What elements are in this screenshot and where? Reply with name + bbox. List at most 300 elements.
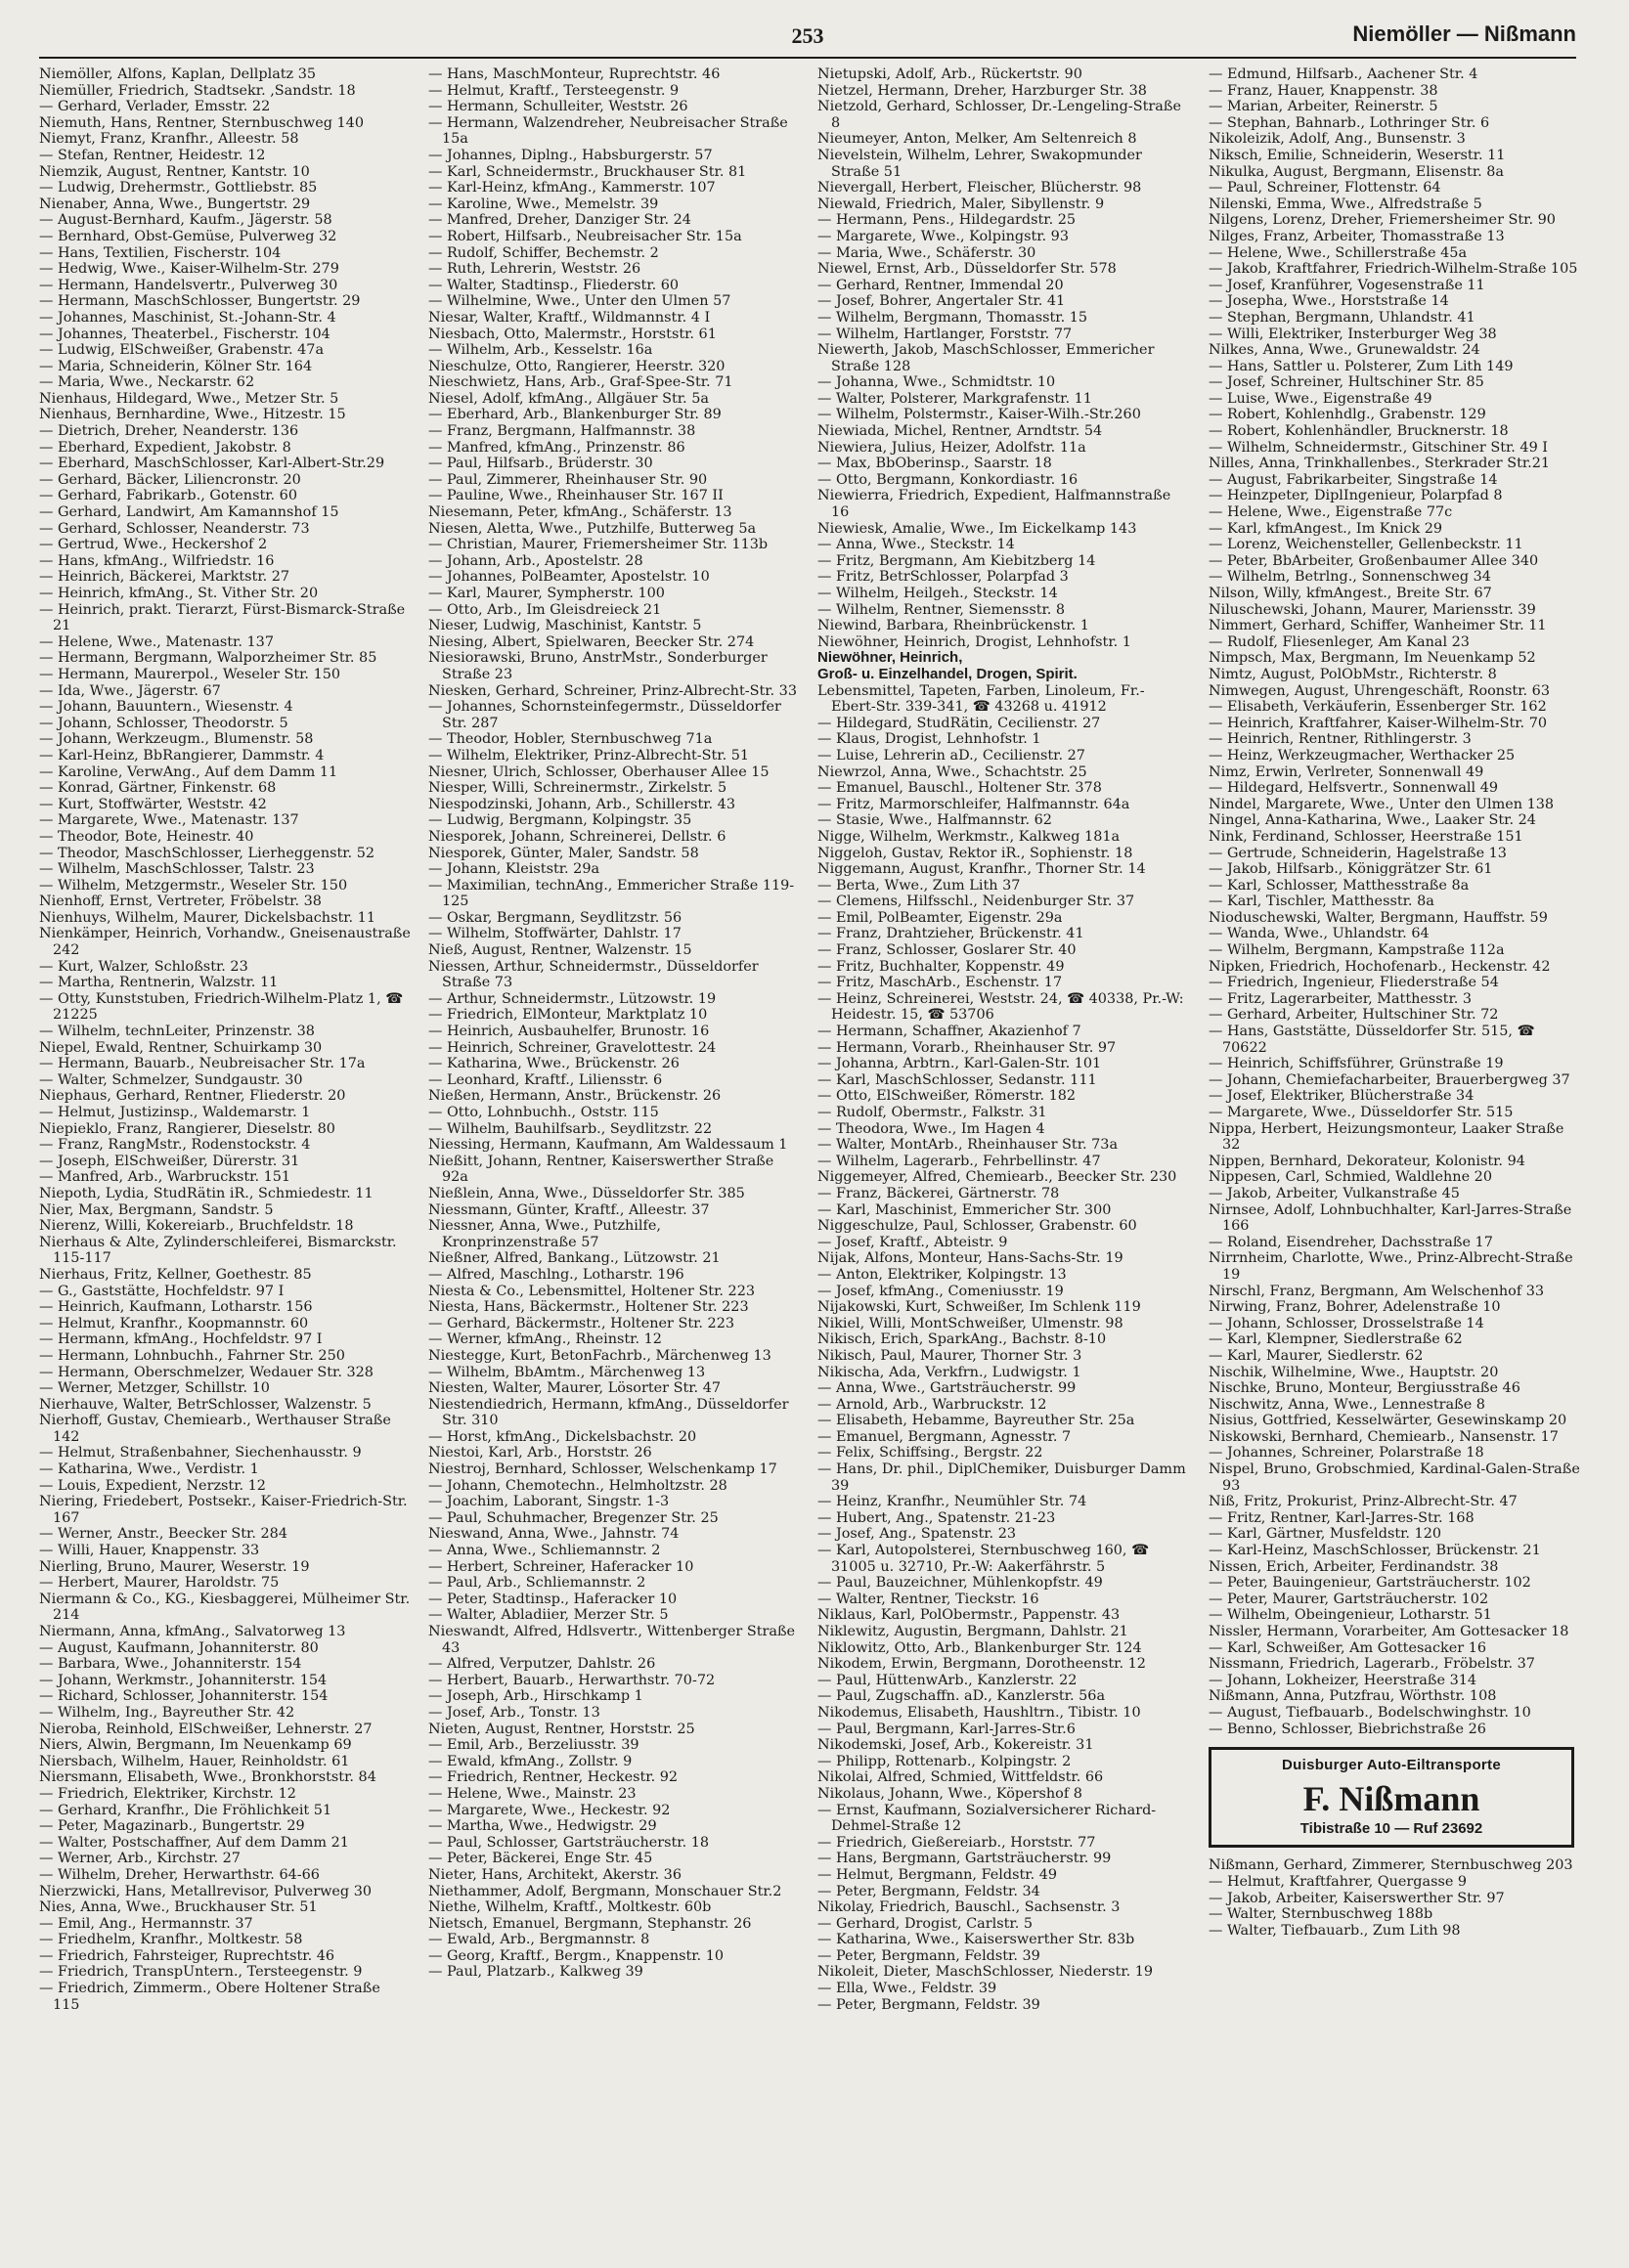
directory-entry: Niesper, Willi, Schreinermstr., Zirkelstr. 5: [428, 780, 727, 797]
directory-entry: — Hans, Sattler u. Polsterer, Zum Lith 149: [1209, 358, 1514, 374]
directory-entry: — Johannes, PolBeamter, Apostelstr. 10: [428, 569, 710, 586]
directory-entry: — Max, BbOberinsp., Saarstr. 18: [817, 456, 1052, 472]
directory-entry: Niewiesk, Amalie, Wwe., Im Eickelkamp 143: [817, 520, 1137, 537]
directory-entry: — Rudolf, Schiffer, Bechemstr. 2: [428, 244, 659, 261]
directory-entry: — Karl, Maurer, Siedlerstr. 62: [1209, 1347, 1424, 1364]
directory-entry: — Peter, Bergmann, Feldstr. 39: [817, 1996, 1040, 2013]
directory-entry: — Johann, Arb., Apostelstr. 28: [428, 552, 643, 569]
directory-entry: — Eberhard, MaschSchlosser, Karl-Albert-Str.29: [39, 456, 385, 472]
directory-entry: — Jakob, Hilfsarb., Königgrätzer Str. 61: [1209, 861, 1493, 878]
directory-entry: — Rudolf, Fliesenleger, Am Kanal 23: [1209, 633, 1470, 650]
directory-entry: Nirwing, Franz, Bohrer, Adelenstraße 10: [1209, 1299, 1501, 1316]
directory-entry: — Johann, Schlosser, Drosselstraße 14: [1209, 1315, 1484, 1331]
directory-entry: Nikoleizik, Adolf, Ang., Bunsenstr. 3: [1209, 131, 1466, 148]
directory-entry: — Philipp, Rottenarb., Kolpingstr. 2: [817, 1753, 1072, 1769]
directory-entry: — Anna, Wwe., Steckstr. 14: [817, 537, 1015, 553]
directory-entry: — Paul, Schlosser, Gartsträucherstr. 18: [428, 1834, 710, 1851]
directory-entry: Nissen, Erich, Arbeiter, Ferdinandstr. 38: [1209, 1558, 1499, 1575]
directory-entry: — Jakob, Arbeiter, Vulkanstraße 45: [1209, 1185, 1460, 1201]
ad-headline: Duisburger Auto-Eiltransporte: [1282, 1757, 1501, 1774]
directory-entry: — Peter, Maurer, Gartsträucherstr. 102: [1209, 1591, 1489, 1607]
directory-entry: — Peter, BbArbeiter, Großenbaumer Allee 340: [1209, 552, 1539, 569]
directory-entry: Niessmann, Günter, Kraftf., Alleestr. 37: [428, 1201, 710, 1218]
directory-entry: Nilenski, Emma, Wwe., Alfredstraße 5: [1209, 196, 1482, 212]
directory-entry: Nikisch, Paul, Maurer, Thorner Str. 3: [817, 1347, 1082, 1364]
directory-entry: — Karl, kfmAngest., Im Knick 29: [1209, 520, 1443, 537]
directory-entry: — Helene, Wwe., Mainstr. 23: [428, 1785, 637, 1802]
directory-entry: — Josef, Arb., Tonstr. 13: [428, 1704, 600, 1721]
directory-entry: — Johanna, Wwe., Schmidtstr. 10: [817, 374, 1056, 391]
directory-entry: — Otty, Kunststuben, Friedrich-Wilhelm-Platz 1, ☎ 21225: [39, 990, 404, 1024]
directory-entry: — Elisabeth, Verkäuferin, Essenberger Str. 162: [1209, 699, 1547, 716]
directory-entry: Niessing, Hermann, Kaufmann, Am Waldessaum 1: [428, 1137, 788, 1154]
directory-column-3: [817, 66, 1189, 2246]
directory-entry: — Emil, PolBeamter, Eigenstr. 29a: [817, 909, 1063, 926]
directory-entry: — Karl, Autopolsterei, Sternbuschweg 160, ☎ 31005 u. 32710, Pr.-W: Aakerfährstr. 5: [817, 1543, 1150, 1575]
directory-entry: Nierhaus & Alte, Zylinderschleiferei, Bismarckstr. 115-117: [39, 1234, 397, 1267]
directory-entry: — Hedwig, Wwe., Kaiser-Wilhelm-Str. 279: [39, 261, 339, 278]
directory-entry: Niepel, Ewald, Rentner, Schuirkamp 30: [39, 1039, 323, 1056]
directory-entry: Nikodem, Erwin, Bergmann, Dorotheenstr. 12: [817, 1656, 1146, 1673]
directory-entry: — Helmut, Kraftf., Tersteegenstr. 9: [428, 82, 680, 99]
directory-entry: Nierhauve, Walter, BetrSchlosser, Walzenstr. 5: [39, 1396, 372, 1413]
directory-entry: — Kurt, Walzer, Schloßstr. 23: [39, 958, 248, 975]
directory-entry: — Margarete, Wwe., Matenastr. 137: [39, 812, 299, 829]
directory-entry: — Wilhelm, Schneidermstr., Gitschiner Str. 49 I: [1209, 439, 1548, 456]
directory-entry: — Maria, Wwe., Schäferstr. 30: [817, 244, 1036, 261]
directory-entry: — Karl-Heinz, BbRangierer, Dammstr. 4: [39, 747, 325, 763]
directory-entry: — Robert, Kohlenhdlg., Grabenstr. 129: [1209, 407, 1486, 423]
directory-entry: — Karl, Maschinist, Emmericher Str. 300: [817, 1201, 1112, 1218]
directory-entry: — Friedrich, Rentner, Heckestr. 92: [428, 1769, 679, 1786]
directory-entry: Nispel, Bruno, Grobschmied, Kardinal-Galen-Straße 93: [1209, 1461, 1580, 1494]
directory-entry: Niklowitz, Otto, Arb., Blankenburger Str. 124: [817, 1639, 1142, 1656]
directory-entry: — Ludwig, Bergmann, Kolpingstr. 35: [428, 812, 692, 829]
directory-entry: Nierenz, Willi, Kokereiarb., Bruchfeldstr. 18: [39, 1218, 354, 1235]
directory-entry: Niklewitz, Augustin, Bergmann, Dahlstr. 21: [817, 1624, 1128, 1639]
directory-entry: — Paul, HüttenwArb., Kanzlerstr. 22: [817, 1672, 1078, 1688]
directory-entry: Nimpsch, Max, Bergmann, Im Neuenkamp 52: [1209, 650, 1536, 667]
directory-entry: — Hermann, Schulleiter, Weststr. 26: [428, 99, 688, 115]
directory-entry: — Paul, Schuhmacher, Bregenzer Str. 25: [428, 1509, 719, 1526]
directory-entry: Niluschewski, Johann, Maurer, Mariensstr. 39: [1209, 601, 1536, 618]
directory-entry: — Hans, Textilien, Fischerstr. 104: [39, 244, 282, 261]
directory-entry: — Heinz, Werkzeugmacher, Werthacker 25: [1209, 747, 1516, 763]
directory-entry: — Hans, MaschMonteur, Ruprechtstr. 46: [428, 66, 721, 82]
directory-entry: Nimz, Erwin, Verlreter, Sonnenwall 49: [1209, 763, 1484, 780]
directory-entry: Niessner, Anna, Wwe., Putzhilfe, Kronprinzenstraße 57: [428, 1218, 661, 1250]
directory-entry: — Emil, Arb., Berzeliusstr. 39: [428, 1737, 639, 1754]
directory-entry: — Johanna, Arbtrn., Karl-Galen-Str. 101: [817, 1056, 1102, 1072]
directory-entry: Nimtz, August, PolObMstr., Richterstr. 8: [1209, 666, 1497, 682]
directory-entry: — Helene, Wwe., Eigenstraße 77c: [1209, 504, 1453, 521]
directory-entry: Nierling, Bruno, Maurer, Weserstr. 19: [39, 1558, 310, 1575]
directory-entry: — Eberhard, Expedient, Jakobstr. 8: [39, 439, 291, 456]
directory-entry: — Wilhelm, Polstermstr., Kaiser-Wilh.-Str.260: [817, 407, 1141, 423]
directory-entry: — Hans, Gaststätte, Düsseldorfer Str. 515, ☎ 70622: [1209, 1024, 1535, 1056]
directory-entry: — August, Fabrikarbeiter, Singstraße 14: [1209, 471, 1498, 488]
directory-entry: — Paul, Bauzeichner, Mühlenkopfstr. 49: [817, 1575, 1103, 1592]
directory-entry: Niggemann, August, Kranfhr., Thorner Str. 14: [817, 861, 1146, 878]
directory-entry: — Karl, Schweißer, Am Gottesacker 16: [1209, 1639, 1487, 1656]
directory-entry: — Herbert, Schreiner, Haferacker 10: [428, 1558, 694, 1575]
directory-entry: — Eberhard, Arb., Blankenburger Str. 89: [428, 407, 722, 423]
directory-entry: — Friedrich, Fahrsteiger, Ruprechtstr. 46: [39, 1947, 335, 1964]
directory-entry: Nilkes, Anna, Wwe., Grunewaldstr. 24: [1209, 342, 1480, 359]
directory-entry: — Wilhelm, Elektriker, Prinz-Albrecht-Str. 51: [428, 747, 750, 763]
directory-entry: — Johannes, Schornsteinfegermstr., Düsseldorfer Str. 287: [428, 699, 781, 731]
directory-entry: Niggeschulze, Paul, Schlosser, Grabenstr. 60: [817, 1218, 1137, 1235]
directory-entry: — G., Gaststätte, Hochfeldstr. 97 I: [39, 1283, 285, 1299]
directory-entry: — Walter, Sternbuschweg 188b: [1209, 1906, 1433, 1923]
directory-entry: — Peter, Bergmann, Feldstr. 39: [817, 1947, 1040, 1964]
directory-entry: — Friedrich, Zimmerm., Obere Holtener Straße 115: [39, 1981, 380, 2013]
directory-entry: — Barbara, Wwe., Johanniterstr. 154: [39, 1656, 302, 1673]
directory-entry: Nioduschewski, Walter, Bergmann, Hauffstr. 59: [1209, 909, 1548, 926]
directory-entry: — Heinrich, Rentner, Rithlingerstr. 3: [1209, 731, 1472, 748]
directory-entry: — Johann, Bauuntern., Wiesenstr. 4: [39, 699, 293, 716]
directory-entry: Niering, Friedebert, Postsekr., Kaiser-Friedrich-Str. 167: [39, 1494, 408, 1526]
directory-entry: — Otto, Arb., Im Gleisdreieck 21: [428, 601, 662, 618]
directory-entry: Niespodzinski, Johann, Arb., Schillerstr. 43: [428, 796, 735, 812]
directory-entry: — Karl, Gärtner, Musfeldstr. 120: [1209, 1526, 1442, 1543]
directory-entry: — Wilhelm, Bauhilfsarb., Seydlitzstr. 22: [428, 1120, 713, 1137]
directory-entry: — Werner, Anstr., Beecker Str. 284: [39, 1526, 287, 1543]
directory-entry: — Edmund, Hilfsarb., Aachener Str. 4: [1209, 66, 1478, 82]
directory-entry: — Fritz, Marmorschleifer, Halfmannstr. 64a: [817, 796, 1130, 812]
directory-entry: — Josef, Bohrer, Angertaler Str. 41: [817, 293, 1066, 310]
directory-entry: — Horst, kfmAng., Dickelsbachstr. 20: [428, 1428, 697, 1445]
directory-entry: — Maximilian, technAng., Emmericher Straße 119-125: [428, 877, 795, 910]
directory-entry: — Joachim, Laborant, Singstr. 1-3: [428, 1494, 670, 1510]
directory-entry: — Hans, Bergmann, Gartsträucherstr. 99: [817, 1851, 1112, 1867]
directory-entry: — Ewald, kfmAng., Zollstr. 9: [428, 1753, 633, 1769]
directory-entry: — Wilhelm, Betrlng., Sonnenschweg 34: [1209, 569, 1491, 586]
directory-entry: — Hermann, Handelsvertr., Pulverweg 30: [39, 277, 338, 293]
directory-entry: — Walter, Stadtinsp., Fliederstr. 60: [428, 277, 680, 293]
directory-entry: Lebensmittel, Tapeten, Farben, Linoleum, Fr.-Ebert-Str. 339-341, ☎ 43268 u. 41912: [817, 682, 1145, 716]
directory-entry: — Emanuel, Bauschl., Holtener Str. 378: [817, 780, 1102, 797]
directory-entry: — Paul, Platzarb., Kalkweg 39: [428, 1964, 643, 1981]
directory-entry: — Karl-Heinz, kfmAng., Kammerstr. 107: [428, 180, 716, 196]
directory-entry: — Heinrich, prakt. Tierarzt, Fürst-Bismarck-Straße 21: [39, 601, 406, 634]
directory-entry: — Wilhelm, Bergmann, Kampstraße 112a: [1209, 942, 1505, 959]
directory-entry: — Walter, Polsterer, Markgrafenstr. 11: [817, 390, 1092, 407]
directory-entry: Niepoth, Lydia, StudRätin iR., Schmiedestr. 11: [39, 1185, 374, 1201]
directory-entry: Niethe, Wilhelm, Kraftf., Moltkestr. 60b: [428, 1899, 712, 1916]
directory-entry: Nippen, Bernhard, Dekorateur, Kolonistr. 94: [1209, 1153, 1525, 1169]
directory-entry: — Kurt, Stoffwärter, Weststr. 42: [39, 796, 267, 812]
directory-entry: — Ruth, Lehrerin, Weststr. 26: [428, 261, 641, 278]
directory-entry: Nies, Anna, Wwe., Bruckhauser Str. 51: [39, 1899, 318, 1916]
directory-entry: — Berta, Wwe., Zum Lith 37: [817, 877, 1021, 894]
directory-entry: — Ella, Wwe., Feldstr. 39: [817, 1981, 997, 1997]
directory-entry: Niemzik, August, Rentner, Kantstr. 10: [39, 163, 310, 180]
ad-company-name: F. Nißmann: [1302, 1778, 1480, 1818]
directory-entry: — Wilhelm, Arb., Kesselstr. 16a: [428, 342, 653, 359]
directory-entry: — Marian, Arbeiter, Reinerstr. 5: [1209, 99, 1438, 115]
directory-entry: Nirrnheim, Charlotte, Wwe., Prinz-Albrecht-Straße 19: [1209, 1250, 1573, 1283]
directory-entry: — Ludwig, Drehermstr., Gottliebstr. 85: [39, 180, 318, 196]
directory-entry: — Wilhelm, Obeingenieur, Lotharstr. 51: [1209, 1607, 1492, 1624]
directory-entry: Nieumeyer, Anton, Melker, Am Seltenreich 8: [817, 131, 1137, 148]
directory-entry: — Karoline, VerwAng., Auf dem Damm 11: [39, 763, 338, 780]
directory-entry: — Josef, Elektriker, Blücherstraße 34: [1209, 1088, 1475, 1105]
directory-entry: Niksch, Emilie, Schneiderin, Weserstr. 11: [1209, 147, 1506, 163]
directory-entry: Nienhaus, Bernhardine, Wwe., Hitzestr. 15: [39, 407, 346, 423]
directory-entry: — Clemens, Hilfsschl., Neidenburger Str. 37: [817, 894, 1135, 910]
directory-entry: — Peter, Bäckerei, Enge Str. 45: [428, 1851, 653, 1867]
directory-entry: — Friedrich, Ingenieur, Fliederstraße 54: [1209, 975, 1499, 991]
directory-entry: — Hubert, Ang., Spatenstr. 21-23: [817, 1509, 1056, 1526]
directory-entry: — Fritz, MaschArb., Eschenstr. 17: [817, 975, 1063, 991]
directory-entry: — Helmut, Straßenbahner, Siechenhausstr. 9: [39, 1445, 362, 1461]
directory-entry: Nievelstein, Wilhelm, Lehrer, Swakopmunder Straße 51: [817, 147, 1142, 180]
directory-entry: — Helene, Wwe., Matenastr. 137: [39, 633, 274, 650]
directory-entry: — Herbert, Maurer, Haroldstr. 75: [39, 1575, 280, 1592]
directory-entry: — Wilhelm, Lagerarb., Fehrbellinstr. 47: [817, 1153, 1101, 1169]
directory-entry: — Gerhard, Bäckermstr., Holtener Str. 223: [428, 1315, 735, 1331]
directory-entry: Nikolaus, Johann, Wwe., Köpershof 8: [817, 1785, 1082, 1802]
directory-entry: Nieroba, Reinhold, ElSchweißer, Lehnerstr. 27: [39, 1721, 373, 1737]
directory-entry: — Alfred, Verputzer, Dahlstr. 26: [428, 1656, 656, 1673]
directory-entry: Niewiera, Julius, Heizer, Adolfstr. 11a: [817, 439, 1086, 456]
directory-entry: — Karl, Schneidermstr., Bruckhauser Str. 81: [428, 163, 747, 180]
directory-entry: — Wilhelm, Rentner, Siemensstr. 8: [817, 601, 1066, 618]
directory-entry: — Willi, Hauer, Knappenstr. 33: [39, 1543, 260, 1559]
directory-entry: Nieswandt, Alfred, Hdlsvertr., Wittenberger Straße 43: [428, 1624, 796, 1656]
directory-entry: Nietzel, Hermann, Dreher, Harzburger Str. 38: [817, 82, 1147, 99]
directory-entry: Nilges, Franz, Arbeiter, Thomasstraße 13: [1209, 228, 1505, 244]
directory-entry: Niethammer, Adolf, Bergmann, Monschauer Str.2: [428, 1883, 782, 1899]
directory-entry: — Werner, Arb., Kirchstr. 27: [39, 1851, 241, 1867]
directory-entry: — Gerhard, Drogist, Carlstr. 5: [817, 1915, 1033, 1932]
directory-entry: — August, Tiefbauarb., Bodelschwinghstr. 10: [1209, 1704, 1531, 1721]
directory-entry: — Hermann, MaschSchlosser, Bungertstr. 29: [39, 293, 361, 310]
directory-entry: — Hildegard, Helfsvertr., Sonnenwall 49: [1209, 780, 1499, 797]
directory-entry: — Emanuel, Bergmann, Agnesstr. 7: [817, 1428, 1072, 1445]
directory-entry: — Johann, Schlosser, Theodorstr. 5: [39, 715, 288, 731]
directory-entry: — Jakob, Arbeiter, Kaiserswerther Str. 97: [1209, 1890, 1505, 1906]
directory-entry: Niesiorawski, Bruno, AnstrMstr., Sonderburger Straße 23: [428, 650, 768, 682]
directory-entry: — Wanda, Wwe., Uhlandstr. 64: [1209, 926, 1430, 942]
directory-entry: — Martha, Rentnerin, Walzstr. 11: [39, 975, 279, 991]
directory-entry: — Heinrich, Ausbauhelfer, Brunostr. 16: [428, 1024, 710, 1040]
directory-entry: — Karl, Klempner, Siedlerstraße 62: [1209, 1331, 1463, 1348]
directory-entry: Niepieklo, Franz, Rangierer, Dieselstr. 80: [39, 1120, 335, 1137]
directory-entry: — Emil, Ang., Hermannstr. 37: [39, 1915, 253, 1932]
directory-entry: — Walter, Postschaffner, Auf dem Damm 21: [39, 1834, 349, 1851]
directory-entry: — Luise, Wwe., Eigenstraße 49: [1209, 390, 1432, 407]
directory-column-2: [428, 66, 800, 2246]
directory-entry: — Peter, Bauingenieur, Gartsträucherstr. 102: [1209, 1575, 1531, 1592]
directory-entry: — Gerhard, Kranfhr., Die Fröhlichkeit 51: [39, 1802, 332, 1818]
directory-entry: Nikischa, Ada, Verkfrn., Ludwigstr. 1: [817, 1364, 1081, 1380]
directory-entry: — Maria, Wwe., Neckarstr. 62: [39, 374, 255, 391]
directory-entry: — Walter, Rentner, Tieckstr. 16: [817, 1591, 1039, 1607]
directory-entry: Nikulka, August, Bergmann, Elisenstr. 8a: [1209, 163, 1505, 180]
directory-entry: Nieswand, Anna, Wwe., Jahnstr. 74: [428, 1526, 680, 1543]
directory-entry: — Margarete, Wwe., Heckestr. 92: [428, 1802, 671, 1818]
directory-entry: — Peter, Bergmann, Feldstr. 34: [817, 1883, 1040, 1899]
directory-entry: Nissler, Hermann, Vorarbeiter, Am Gottesacker 18: [1209, 1624, 1569, 1639]
directory-entry: Niggemeyer, Alfred, Chemiearb., Beecker Str. 230: [817, 1169, 1177, 1186]
directory-entry: Niklaus, Karl, PolObermstr., Pappenstr. 43: [817, 1607, 1121, 1624]
directory-entry: — Werner, kfmAng., Rheinstr. 12: [428, 1331, 662, 1348]
directory-entry: — Karl, MaschSchlosser, Sedanstr. 111: [817, 1071, 1097, 1088]
directory-entry: — Johann, Werkmstr., Johanniterstr. 154: [39, 1672, 328, 1688]
directory-entry: — Franz, Bergmann, Halfmannstr. 38: [428, 423, 696, 440]
directory-entry: Niesner, Ulrich, Schlosser, Oberhauser Allee 15: [428, 763, 770, 780]
directory-entry: — Alfred, Maschlng., Lotharstr. 196: [428, 1266, 684, 1283]
directory-entry: — Gerhard, Fabrikarb., Gotenstr. 60: [39, 488, 297, 504]
directory-entry: Niesporek, Johann, Schreinerei, Dellstr. 6: [428, 828, 726, 845]
directory-entry: — Richard, Schlosser, Johanniterstr. 154: [39, 1688, 329, 1705]
directory-entry: Niesing, Albert, Spielwaren, Beecker Str. 274: [428, 633, 755, 650]
directory-entry: — Katharina, Wwe., Brückenstr. 26: [428, 1056, 680, 1072]
directory-entry: — Johann, Chemiefacharbeiter, Brauerbergweg 37: [1209, 1071, 1570, 1088]
advertisement-box: [1209, 1747, 1574, 1848]
directory-entry: — Hermann, Walzendreher, Neubreisacher Straße 15a: [428, 114, 788, 148]
directory-entry: — Rudolf, Obermstr., Falkstr. 31: [817, 1105, 1047, 1120]
directory-entry: Nietupski, Adolf, Arb., Rückertstr. 90: [817, 66, 1082, 82]
directory-entry: Nink, Ferdinand, Schlosser, Heerstraße 151: [1209, 828, 1523, 845]
directory-entry: — Hermann, Bauarb., Neubreisacher Str. 17a: [39, 1056, 366, 1072]
directory-entry: Nijakowski, Kurt, Schweißer, Im Schlenk 119: [817, 1299, 1141, 1316]
directory-entry: — Walter, Tiefbauarb., Zum Lith 98: [1209, 1922, 1461, 1939]
directory-entry: — Gerhard, Bäcker, Liliencronstr. 20: [39, 471, 301, 488]
directory-entry: Nierzwicki, Hans, Metallrevisor, Pulverweg 30: [39, 1883, 373, 1899]
directory-entry: Niemöller, Alfons, Kaplan, Dellplatz 35: [39, 66, 317, 82]
directory-entry: — Wilhelmine, Wwe., Unter den Ulmen 57: [428, 293, 731, 310]
directory-entry: — Hermann, Bergmann, Walporzheimer Str. 85: [39, 650, 377, 667]
directory-entry: Groß- u. Einzelhandel, Drogen, Spirit.: [817, 665, 1078, 682]
ad-contact-line: Tibistraße 10 — Ruf 23692: [1299, 1819, 1483, 1837]
directory-entry: — Heinrich, Schreiner, Gravelottestr. 24: [428, 1039, 717, 1056]
directory-entry: — Johannes, Maschinist, St.-Johann-Str. 4: [39, 309, 336, 326]
directory-entry: — Ernst, Kaufmann, Sozialversicherer Richard-Dehmel-Straße 12: [817, 1802, 1157, 1835]
directory-entry: Niß, Fritz, Prokurist, Prinz-Albrecht-Str. 47: [1209, 1494, 1518, 1510]
directory-entry: — Konrad, Gärtner, Finkenstr. 68: [39, 780, 277, 797]
directory-entry: Nippa, Herbert, Heizungsmonteur, Laaker Straße 32: [1209, 1120, 1564, 1154]
directory-entry: — Martha, Wwe., Hedwigstr. 29: [428, 1818, 657, 1835]
directory-entry: — Friedhelm, Kranfhr., Moltkestr. 58: [39, 1932, 303, 1948]
directory-entry: Nikolai, Alfred, Schmied, Wittfeldstr. 66: [817, 1769, 1104, 1786]
directory-entry: Nijak, Alfons, Monteur, Hans-Sachs-Str. 19: [817, 1250, 1123, 1267]
directory-entry: Niersmann, Elisabeth, Wwe., Bronkhorststr. 84: [39, 1769, 376, 1786]
directory-entry: — Dietrich, Dreher, Neanderstr. 136: [39, 423, 299, 440]
directory-entry: — Josef, Kranführer, Vogesenstraße 11: [1209, 277, 1485, 293]
directory-entry: Niersbach, Wilhelm, Hauer, Reinholdstr. 61: [39, 1753, 350, 1769]
directory-entry: Niermann, Anna, kfmAng., Salvatorweg 13: [39, 1624, 346, 1639]
page-header: [39, 18, 1576, 59]
directory-entry: Niers, Alwin, Bergmann, Im Neuenkamp 69: [39, 1737, 352, 1754]
directory-entry: — August-Bernhard, Kaufm., Jägerstr. 58: [39, 212, 332, 229]
directory-entry: — Helmut, Kranfhr., Koopmannstr. 60: [39, 1315, 309, 1331]
directory-entry: — Stephan, Bergmann, Uhlandstr. 41: [1209, 309, 1475, 326]
directory-column-1: [39, 66, 411, 2246]
directory-entry: — Karl, Schlosser, Matthesstraße 8a: [1209, 877, 1470, 894]
directory-entry: — Hermann, Lohnbuchh., Fahrner Str. 250: [39, 1347, 345, 1364]
directory-entry: Nissmann, Friedrich, Lagerarb., Fröbelstr. 37: [1209, 1656, 1535, 1673]
directory-entry: Nischwitz, Anna, Wwe., Lennestraße 8: [1209, 1396, 1485, 1413]
directory-entry: — Theodor, Bote, Heinestr. 40: [39, 828, 254, 845]
directory-entry: — Robert, Hilfsarb., Neubreisacher Str. 15a: [428, 228, 742, 244]
directory-entry: — Christian, Maurer, Friemersheimer Str. 113b: [428, 537, 769, 553]
directory-entry: — Joseph, Arb., Hirschkamp 1: [428, 1688, 643, 1705]
directory-entry: Nisius, Gottfried, Kesselwärter, Gesewinskamp 20: [1209, 1413, 1567, 1429]
directory-entry: Niesel, Adolf, kfmAng., Allgäuer Str. 5a: [428, 390, 709, 407]
directory-entry: — Otto, Bergmann, Konkordiastr. 16: [817, 471, 1079, 488]
directory-entry: — Oskar, Bergmann, Seydlitzstr. 56: [428, 909, 682, 926]
directory-entry: — Werner, Metzger, Schillstr. 10: [39, 1380, 270, 1397]
directory-entry: — Helene, Wwe., Schillerstraße 45a: [1209, 244, 1468, 261]
directory-entry: Nietsch, Emanuel, Bergmann, Stephanstr. 26: [428, 1915, 752, 1932]
directory-entry: — Ewald, Arb., Bergmannstr. 8: [428, 1932, 650, 1948]
directory-entry: — Robert, Kohlenhändler, Brucknerstr. 18: [1209, 423, 1509, 440]
directory-entry: — Maria, Schneiderin, Kölner Str. 164: [39, 358, 313, 374]
directory-entry: — Fritz, Bergmann, Am Kiebitzberg 14: [817, 552, 1096, 569]
directory-entry: Nieter, Hans, Architekt, Akerstr. 36: [428, 1866, 682, 1883]
directory-entry: — Heinzpeter, DiplIngenieur, Polarpfad 8: [1209, 488, 1503, 504]
directory-entry: Niewiada, Michel, Rentner, Arndtstr. 54: [817, 423, 1103, 440]
directory-column-4: [1209, 66, 1580, 2246]
directory-entry: Nikodemski, Josef, Arb., Kokereistr. 31: [817, 1737, 1094, 1754]
directory-entry: Niesten, Walter, Maurer, Lösorter Str. 47: [428, 1380, 722, 1397]
directory-entry: — Bernhard, Obst-Gemüse, Pulverweg 32: [39, 228, 337, 244]
directory-entry: — Hans, kfmAng., Wilfriedstr. 16: [39, 552, 275, 569]
directory-entry: — Stasie, Wwe., Halfmannstr. 62: [817, 812, 1052, 829]
directory-entry: Niesbach, Otto, Malermstr., Horststr. 61: [428, 326, 717, 342]
directory-entry: — Hermann, Oberschmelzer, Wedauer Str. 328: [39, 1364, 374, 1380]
directory-entry: — Helmut, Bergmann, Feldstr. 49: [817, 1866, 1058, 1883]
directory-entry: — Wilhelm, Metzgermstr., Weseler Str. 150: [39, 877, 348, 894]
directory-entry: — Josef, Ang., Spatenstr. 23: [817, 1526, 1016, 1543]
directory-entry: Niemyt, Franz, Kranfhr., Alleestr. 58: [39, 131, 299, 148]
directory-entry: — Heinrich, Kaufmann, Lotharstr. 156: [39, 1299, 313, 1316]
directory-entry: Ningel, Anna-Katharina, Wwe., Laaker Str. 24: [1209, 812, 1536, 829]
directory-entry: Nippesen, Carl, Schmied, Waldlehne 20: [1209, 1169, 1492, 1186]
directory-entry: — Friedrich, Elektriker, Kirchstr. 12: [39, 1785, 296, 1802]
directory-entry: — Manfred, kfmAng., Prinzenstr. 86: [428, 439, 685, 456]
directory-entry: — Franz, Hauer, Knappenstr. 38: [1209, 82, 1438, 99]
directory-entry: — Johannes, Theaterbel., Fischerstr. 104: [39, 326, 330, 342]
directory-entry: — Benno, Schlosser, Biebrichstraße 26: [1209, 1721, 1486, 1737]
directory-entry: — Johann, Kleiststr. 29a: [428, 861, 600, 878]
directory-entry: — Manfred, Arb., Warbruckstr. 151: [39, 1169, 291, 1186]
directory-entry: — Gertrude, Schneiderin, Hagelstraße 13: [1209, 845, 1507, 861]
directory-entry: — Josef, Kraftf., Abteistr. 9: [817, 1234, 1008, 1250]
directory-entry: — Luise, Lehrerin aD., Cecilienstr. 27: [817, 747, 1085, 763]
directory-entry: — Otto, ElSchweißer, Römerstr. 182: [817, 1088, 1077, 1105]
directory-entry: — Wilhelm, technLeiter, Prinzenstr. 38: [39, 1024, 315, 1040]
directory-entry: Niewöhner, Heinrich, Drogist, Lehnhofstr. 1: [817, 633, 1131, 650]
directory-entry: — Gerhard, Rentner, Immendal 20: [817, 277, 1064, 293]
directory-entry: — Heinrich, kfmAng., St. Vither Str. 20: [39, 586, 319, 601]
directory-entry: Nienaber, Anna, Wwe., Bungertstr. 29: [39, 196, 311, 212]
directory-entry: Nieschulze, Otto, Rangierer, Heerstr. 320: [428, 358, 726, 374]
directory-entry: — Lorenz, Weichensteller, Gellenbeckstr. 11: [1209, 537, 1523, 553]
directory-entry: — Franz, Schlosser, Goslarer Str. 40: [817, 942, 1077, 959]
directory-entry: Nischik, Wilhelmine, Wwe., Hauptstr. 20: [1209, 1364, 1499, 1380]
directory-entry: Nirnsee, Adolf, Lohnbuchhalter, Karl-Jarres-Straße 166: [1209, 1201, 1572, 1235]
directory-entry: — Wilhelm, Hartlanger, Forststr. 77: [817, 326, 1073, 342]
directory-entry: — Johann, Werkzeugm., Blumenstr. 58: [39, 731, 314, 748]
directory-entry: Niemuth, Hans, Rentner, Sternbuschweg 140: [39, 114, 364, 131]
directory-entry: — Stephan, Bahnarb., Lothringer Str. 6: [1209, 114, 1490, 131]
directory-entry: — Anna, Wwe., Schliemannstr. 2: [428, 1543, 661, 1559]
directory-entry: Nieser, Ludwig, Maschinist, Kantstr. 5: [428, 618, 702, 634]
